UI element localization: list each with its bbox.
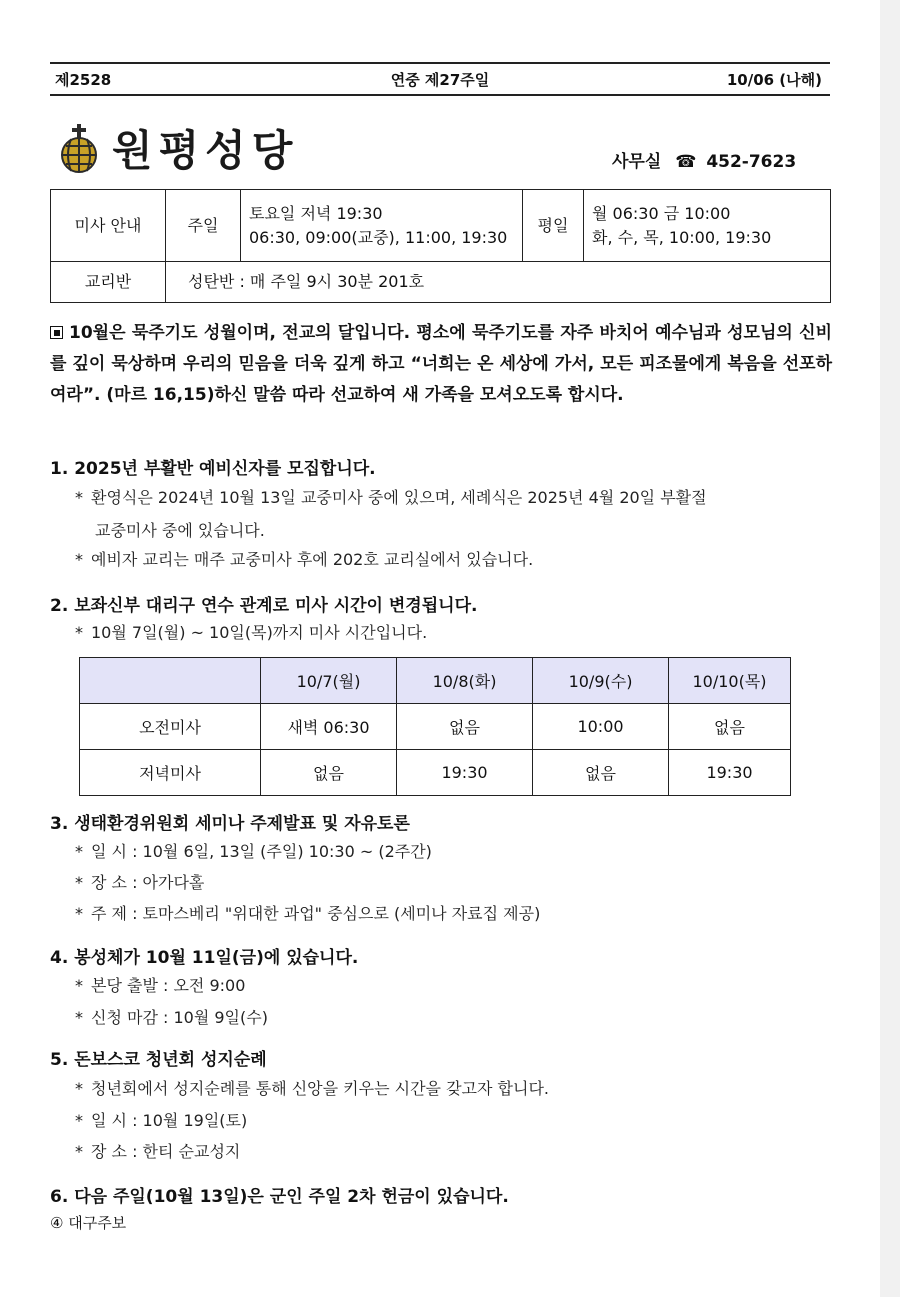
table-cell: 19:30 bbox=[397, 750, 533, 796]
section-2-title: 2. 보좌신부 대리구 연수 관계로 미사 시간이 변경됩니다. bbox=[50, 596, 478, 616]
sunday-label: 주일 bbox=[166, 190, 241, 262]
section-3-title: 3. 생태환경위원회 세미나 주제발표 및 자유토론 bbox=[50, 814, 410, 834]
table-header-cell bbox=[80, 658, 261, 704]
notice-text: 10월은 묵주기도 성월이며, 전교의 달입니다. 평소에 묵주기도를 자주 바치어 예수님과 성모님의 신비를 깊이 묵상하며 우리의 믿음을 더욱 깊게 하고 “너희는 온 세상에 가서, 모든 피조물에게 복음을 선포하여라”. (마르 16,15)하신 말씀 따라 선교하여 새 가족을 모셔오도록 합시다. bbox=[50, 323, 832, 405]
monthly-notice bbox=[50, 318, 832, 411]
sunday-times bbox=[241, 190, 523, 262]
table-cell: 새벽 06:30 bbox=[261, 704, 397, 750]
issue-number: 제2528 bbox=[55, 71, 112, 89]
asterisk-icon: * bbox=[75, 1111, 83, 1130]
section-4-title: 4. 봉성체가 10월 11일(금)에 있습니다. bbox=[50, 948, 359, 968]
list-item: * 일 시 : 10월 19일(토) bbox=[75, 1111, 248, 1130]
list-item: * 장 소 : 한티 순교성지 bbox=[75, 1142, 241, 1161]
weekday-times bbox=[584, 190, 831, 262]
table-cell: 없음 bbox=[261, 750, 397, 796]
table-header-cell: 10/7(월) bbox=[261, 658, 397, 704]
list-item: * 주 제 : 토마스베리 "위대한 과업" 중심으로 (세미나 자료집 제공) bbox=[75, 904, 541, 923]
table-header-cell: 10/10(목) bbox=[669, 658, 791, 704]
table-row bbox=[80, 750, 791, 796]
table-header-cell: 10/8(화) bbox=[397, 658, 533, 704]
asterisk-icon: * bbox=[75, 1008, 83, 1027]
weekday-times-line1: 월 06:30 금 10:00 bbox=[592, 203, 731, 223]
list-item: * 환영식은 2024년 10월 13일 교중미사 중에 있으며, 세례식은 2025년 4월 20일 부활절 bbox=[75, 488, 707, 507]
section-5-title: 5. 돈보스코 청년회 성지순례 bbox=[50, 1050, 267, 1070]
table-cell: 없음 bbox=[533, 750, 669, 796]
square-bullet-icon bbox=[50, 326, 63, 339]
office-phone: 452-7623 bbox=[706, 152, 797, 172]
weekday-label: 평일 bbox=[523, 190, 584, 262]
list-item: * 일 시 : 10월 6일, 13일 (주일) 10:30 ~ (2주간) bbox=[75, 842, 432, 861]
asterisk-icon: * bbox=[75, 873, 83, 892]
parish-name: 원평성당 bbox=[112, 126, 299, 175]
source-footer: ④ 대구주보 bbox=[50, 1214, 127, 1232]
table-cell: 10:00 bbox=[533, 704, 669, 750]
catechism-label: 교리반 bbox=[51, 262, 166, 303]
phone-icon: ☎ bbox=[675, 152, 697, 172]
table-row bbox=[80, 704, 791, 750]
table-cell: 19:30 bbox=[669, 750, 791, 796]
office-label: 사무실 bbox=[612, 152, 662, 172]
page-edge bbox=[880, 0, 900, 1297]
list-item: * 10월 7일(월) ~ 10일(목)까지 미사 시간입니다. bbox=[75, 623, 428, 642]
asterisk-icon: * bbox=[75, 550, 83, 569]
asterisk-icon: * bbox=[75, 842, 83, 861]
office-contact bbox=[612, 147, 796, 172]
weekday-times-line2: 화, 수, 목, 10:00, 19:30 bbox=[592, 227, 772, 247]
liturgical-season: 연중 제27주일 bbox=[390, 71, 490, 89]
asterisk-icon: * bbox=[75, 976, 83, 995]
asterisk-icon: * bbox=[75, 904, 83, 923]
list-item: * 청년회에서 성지순례를 통해 신앙을 키우는 시간을 갖고자 합니다. bbox=[75, 1079, 550, 1098]
asterisk-icon: * bbox=[75, 623, 83, 642]
asterisk-icon: * bbox=[75, 1079, 83, 1098]
section-6-title: 6. 다음 주일(10월 13일)은 군인 주일 2차 헌금이 있습니다. bbox=[50, 1187, 509, 1207]
asterisk-icon: * bbox=[75, 1142, 83, 1161]
sunday-times-line1: 토요일 저녁 19:30 bbox=[249, 203, 383, 223]
parish-title bbox=[58, 118, 298, 178]
table-cell: 오전미사 bbox=[80, 704, 261, 750]
list-item: * 신청 마감 : 10월 9일(수) bbox=[75, 1008, 268, 1027]
list-item: * 예비자 교리는 매주 교중미사 후에 202호 교리실에서 있습니다. bbox=[75, 550, 534, 569]
table-header-row bbox=[80, 658, 791, 704]
list-item-continuation: 교중미사 중에 있습니다. bbox=[95, 521, 265, 540]
table-cell: 저녁미사 bbox=[80, 750, 261, 796]
section-1-title: 1. 2025년 부활반 예비신자를 모집합니다. bbox=[50, 459, 376, 479]
catechism-text: 성탄반 : 매 주일 9시 30분 201호 bbox=[166, 262, 831, 303]
mass-label: 미사 안내 bbox=[51, 190, 166, 262]
sunday-times-line2: 06:30, 09:00(교중), 11:00, 19:30 bbox=[249, 227, 508, 247]
asterisk-icon: * bbox=[75, 488, 83, 507]
mass-schedule-table bbox=[50, 189, 831, 303]
bulletin-date: 10/06 (나해) bbox=[726, 71, 822, 89]
table-cell: 없음 bbox=[397, 704, 533, 750]
bulletin-header bbox=[50, 62, 830, 96]
table-cell: 없음 bbox=[669, 704, 791, 750]
list-item: * 장 소 : 아가다홀 bbox=[75, 873, 205, 892]
table-header-cell: 10/9(수) bbox=[533, 658, 669, 704]
parish-logo-icon bbox=[58, 122, 100, 174]
list-item: * 본당 출발 : 오전 9:00 bbox=[75, 976, 246, 995]
changed-mass-schedule-table bbox=[79, 657, 791, 796]
